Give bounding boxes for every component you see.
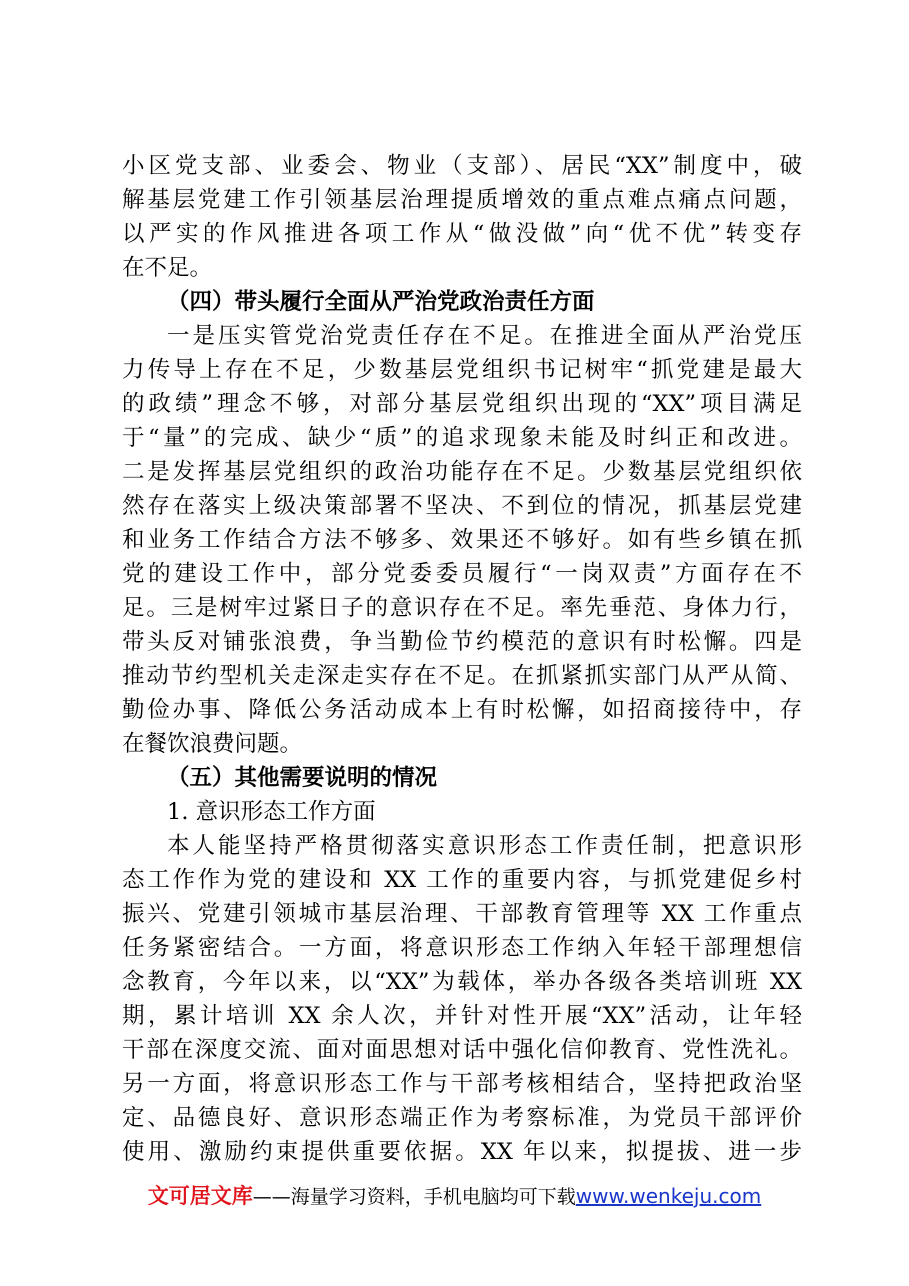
text-line: 期，累计培训 XX 余人次，并针对性开展“XX”活动，让年轻 bbox=[122, 1003, 802, 1029]
text-line: 定、品德良好、意识形态端正作为考察标准，为党员干部评价 bbox=[122, 1105, 802, 1131]
text-line: 解基层党建工作引领基层治理提质增效的重点难点痛点问题， bbox=[122, 187, 802, 213]
footer-url-link[interactable]: www.wenkeju.com bbox=[575, 1184, 762, 1208]
text-line: 勤俭办事、降低公务活动成本上有时松懈，如招商接待中，存 bbox=[122, 697, 802, 723]
text-line: 一是压实管党治党责任存在不足。在推进全面从严治党压 bbox=[167, 323, 802, 349]
text-line: 在不足。 bbox=[122, 255, 213, 281]
text-line: 推动节约型机关走深走实存在不足。在抓紧抓实部门从严从简、 bbox=[122, 663, 802, 689]
text-line: 的政绩”理念不够，对部分基层党组织出现的“XX”项目满足 bbox=[122, 391, 802, 417]
text-line: 念教育，今年以来，以“XX”为载体，举办各级各类培训班 XX bbox=[122, 969, 802, 995]
footer-brand: 文可居文库 bbox=[147, 1184, 253, 1208]
text-line: 1. 意识形态工作方面 bbox=[167, 799, 376, 825]
text-line: 于“量”的完成、缺少“质”的追求现象未能及时纠正和改进。 bbox=[122, 425, 802, 451]
text-line: 本人能坚持严格贯彻落实意识形态工作责任制，把意识形 bbox=[167, 833, 802, 859]
text-line: 以严实的作风推进各项工作从“做没做”向“优不优”转变存 bbox=[122, 221, 802, 247]
text-line: 任务紧密结合。一方面，将意识形态工作纳入年轻干部理想信 bbox=[122, 935, 802, 961]
text-line: 振兴、党建引领城市基层治理、干部教育管理等 XX 工作重点 bbox=[122, 901, 802, 927]
section-heading: （五）其他需要说明的情况 bbox=[167, 765, 438, 791]
footer-banner bbox=[0, 1181, 909, 1212]
text-line: 足。三是树牢过紧日子的意识存在不足。率先垂范、身体力行， bbox=[122, 595, 802, 621]
text-line: 小区党支部、业委会、物业（支部）、居民“XX”制度中，破 bbox=[122, 153, 802, 179]
text-line: 二是发挥基层党组织的政治功能存在不足。少数基层党组织依 bbox=[122, 459, 802, 485]
text-line: 党的建设工作中，部分党委委员履行“一岗双责”方面存在不 bbox=[122, 561, 802, 587]
document-body bbox=[122, 149, 802, 1169]
text-line: 另一方面，将意识形态工作与干部考核相结合，坚持把政治坚 bbox=[122, 1071, 802, 1097]
text-line: 使用、激励约束提供重要依据。XX 年以来，拟提拔、进一步 bbox=[122, 1139, 802, 1165]
text-line: 和业务工作结合方法不够多、效果还不够好。如有些乡镇在抓 bbox=[122, 527, 802, 553]
text-line: 干部在深度交流、面对面思想对话中强化信仰教育、党性洗礼。 bbox=[122, 1037, 802, 1063]
text-line: 然存在落实上级决策部署不坚决、不到位的情况，抓基层党建 bbox=[122, 493, 802, 519]
text-line: 态工作作为党的建设和 XX 工作的重要内容，与抓党建促乡村 bbox=[122, 867, 802, 893]
text-line: 在餐饮浪费问题。 bbox=[122, 731, 303, 757]
text-line: 力传导上存在不足，少数基层党组织书记树牢“抓党建是最大 bbox=[122, 357, 802, 383]
section-heading: （四）带头履行全面从严治党政治责任方面 bbox=[167, 289, 595, 315]
text-line: 带头反对铺张浪费，争当勤俭节约模范的意识有时松懈。四是 bbox=[122, 629, 802, 655]
footer-slogan: ——海量学习资料，手机电脑均可下载 bbox=[252, 1186, 576, 1208]
